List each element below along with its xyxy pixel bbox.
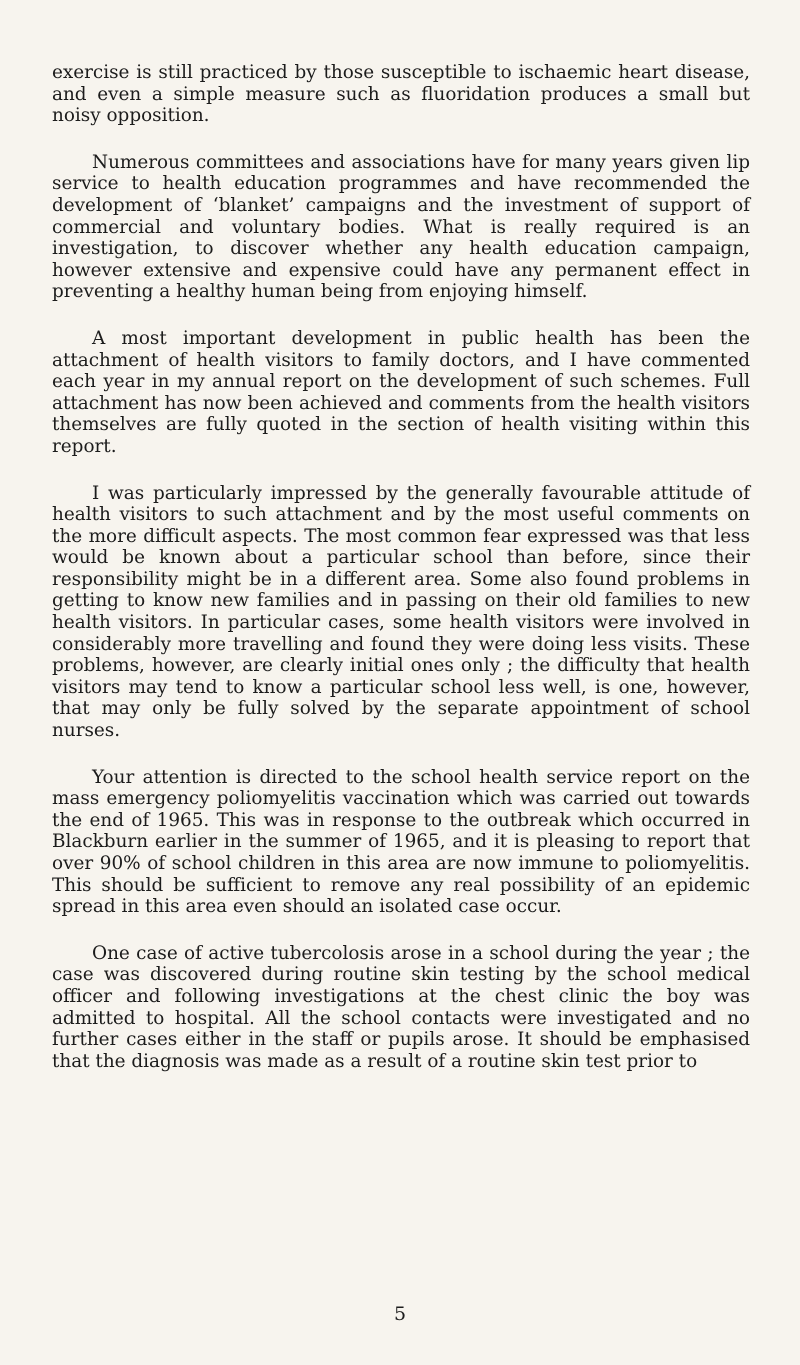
paragraph-6: One case of active tubercolosis arose in a school during the year ; the case was discovered during routine skin testing by the school medical officer and following investigations at the chest clinic the boy was admitted to hospital. All the school contacts were investigated and no further cases either in the staff or pupils arose. It should be emphasised that the diagnosis was made as a result of a routine skin test prior to bbox=[52, 942, 750, 1072]
paragraph-2: Numerous committees and associations have for many years given lip service to health education programmes and have recommended the development of ‘blanket’ campaigns and the investment of support of commercial and voluntary bodies. What is really required is an investigation, to discover whether any health education campaign, however extensive and expensive could have any permanent effect in preventing a healthy human being from enjoying himself. bbox=[52, 151, 750, 303]
paragraph-5: Your attention is directed to the school health service report on the mass emergency poliomyelitis vaccination which was carried out towards the end of 1965. This was in response to the outbreak which occurred in Blackburn earlier in the summer of 1965, and it is pleasing to report that over 90% of school children in this area are now immune to poliomyelitis. This should be sufficient to remove any real possibility of an epidemic spread in this area even should an isolated case occur. bbox=[52, 766, 750, 918]
paragraph-3: A most important development in public health has been the attachment of health visitors to family doctors, and I have commented each year in my annual report on the development of such schemes. Full attachment has now been achieved and comments from the health visitors themselves are fully quoted in the section of health visiting within this report. bbox=[52, 327, 750, 457]
paragraph-4: I was particularly impressed by the generally favourable attitude of health visitors to such attachment and by the most useful comments on the more difficult aspects. The most common fear expressed was that less would be known about a particular school than before, since their responsibility might be in a different area. Some also found problems in getting to know new families and in passing on their old families to new health visitors. In particular cases, some health visitors were involved in considerably more travelling and found they were doing less visits. These problems, however, are clearly initial ones only ; the difficulty that health visitors may tend to know a particular school less well, is one, however, that may only be fully solved by the separate appointment of school nurses. bbox=[52, 482, 750, 742]
paragraph-1: exercise is still practiced by those susceptible to ischaemic heart disease, and even a simple measure such as fluoridation produces a small but noisy opposition. bbox=[52, 62, 750, 127]
page-number: 5 bbox=[393, 1303, 407, 1325]
